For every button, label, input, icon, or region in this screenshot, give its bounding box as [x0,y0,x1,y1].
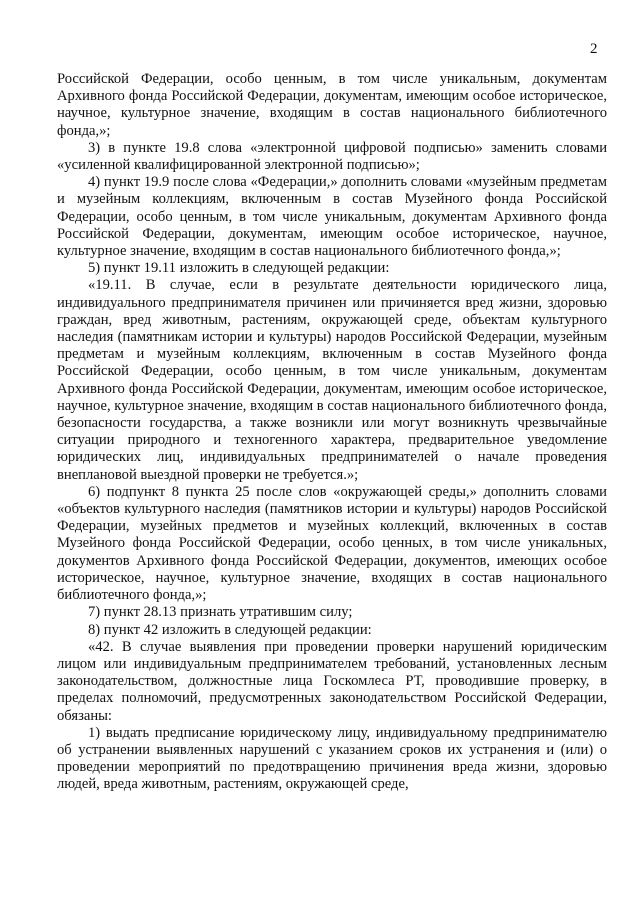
paragraph-item-5: 5) пункт 19.11 изложить в следующей редакции: [88,260,390,277]
paragraph-quote-19-11: «19.11. В случае, если в результате деятельности юридического лица, индивидуального предпринимателя причинен или причиняется вред жизни, здоровью граждан, вред животным, растениям, окружающей среде, объектам культурного наследия (памятникам истории и культуры) народов Российской Федерации, музейным предметам и музейным коллекциям, включенным в состав Музейного фонда Российской Федерации, особо ценным, в том числе уникальным, документам Архивного фонда Российской Федерации, документам, имеющим особое историческое, научное, культурное значение, входящим в состав национального библиотечного фонда, безопасности государства, а также возникли или могут возникнуть чрезвычайные ситуации природного и техногенного характера, предварительное уведомление юридических лиц, индивидуальных предпринимателей о начале проведения внеплановой выездной проверки не требуется.»; [57,277,607,483]
paragraph-item-3: 3) в пункте 19.8 слова «электронной цифровой подписью» заменить словами «усиленной квалифицированной электронной подписью»; [57,139,607,174]
paragraph-item-8: 8) пункт 42 изложить в следующей редакции: [88,621,372,638]
paragraph-continuation: Российской Федерации, особо ценным, в том числе уникальным, документам Архивного фонда Российской Федерации, документам, имеющим особое историческое, научное, культурное значение, входящим в состав национального библиотечного фонда,»; [57,71,607,139]
document-body [57,71,607,794]
paragraph-item-4: 4) пункт 19.9 после слова «Федерации,» дополнить словами «музейным предметам и музейным коллекциям, включенным в состав Музейного фонда Российской Федерации, особо ценным, в том числе уникальным, документам Архивного фонда Российской Федерации, документам, имеющим особое историческое, научное, культурное значение, входящим в состав национального библиотечного фонда,»; [57,174,607,260]
paragraph-item-6: 6) подпункт 8 пункта 25 после слов «окружающей среды,» дополнить словами «объектов культурного наследия (памятников истории и культуры) народов Российской Федерации, музейных предметов и музейных коллекций, включенных в состав Музейного фонда Российской Федерации, особо ценных, в том числе уникальных, документов Архивного фонда Российской Федерации, документов, имеющих особое историческое, научное, культурное значение, входящих в состав национального библиотечного фонда,»; [57,483,607,604]
paragraph-quote-42: «42. В случае выявления при проведении проверки нарушений юридическим лицом или индивидуальным предпринимателем требований, установленных лесным законодательством, должностные лица Госкомлеса РТ, проводившие проверку, в пределах полномочий, предусмотренных законодательством Российской Федерации, обязаны: [57,638,607,724]
paragraph-subitem-1: 1) выдать предписание юридическому лицу, индивидуальному предпринимателю об устранении выявленных нарушений с указанием сроков их устранения и (или) о проведении мероприятий по предотвращению причинения вреда жизни, здоровью людей, вреда животным, растениям, окружающей среде, [57,724,607,793]
page-number: 2 [590,41,598,57]
paragraph-item-7: 7) пункт 28.13 признать утратившим силу; [88,604,353,621]
